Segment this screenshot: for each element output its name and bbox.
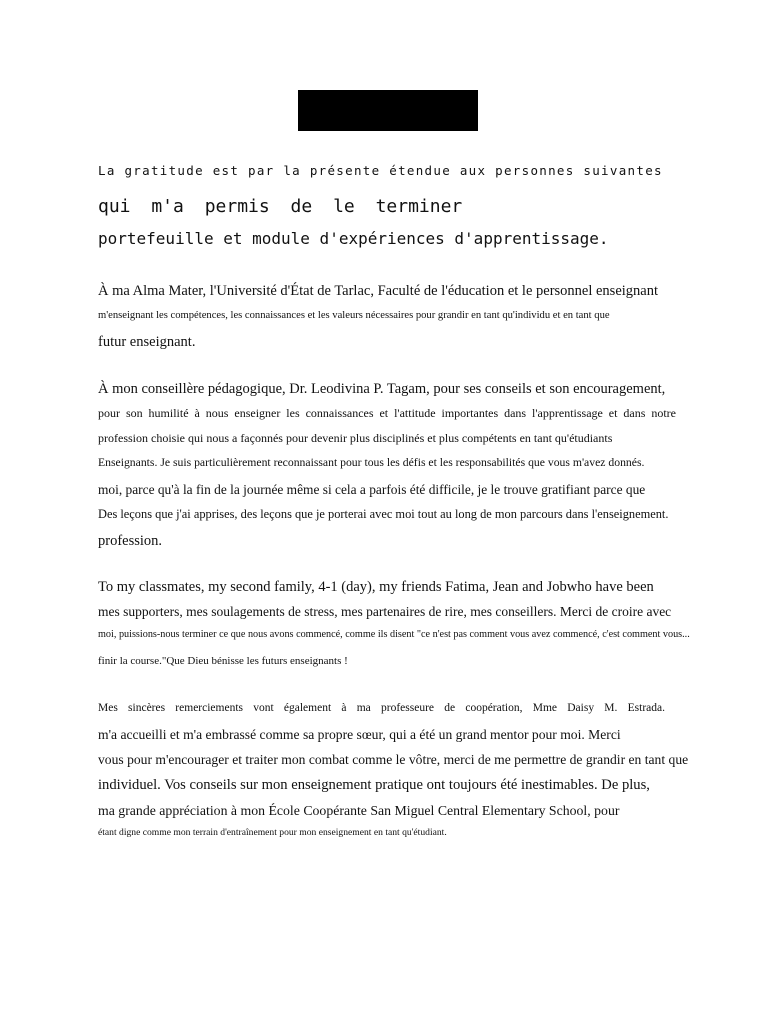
intro-line-3: portefeuille et module d'expériences d'apprentissage. <box>98 229 609 248</box>
paragraph-4-line-2: m'a accueilli et m'a embrassé comme sa propre sœur, qui a été un grand mentor pour moi. Merci <box>98 727 621 742</box>
paragraph-2-line-6: Des leçons que j'ai apprises, des leçons que je porterai avec moi tout au long de mon parcours dans l'enseignement. <box>98 507 669 521</box>
paragraph-2-line-2: pour son humilité à nous enseigner les connaissances et l'attitude importantes dans l'apprentissage et dans notre <box>98 406 676 420</box>
paragraph-1-line-2: m'enseignant les compétences, les connaissances et les valeurs nécessaires pour grandir en tant qu'individu et en tant que <box>98 310 610 321</box>
redacted-title-block <box>298 90 478 131</box>
paragraph-3-line-4: finir la course."Que Dieu bénisse les futurs enseignants ! <box>98 655 348 667</box>
paragraph-4-line-6: étant digne comme mon terrain d'entraînement pour mon enseignement en tant qu'étudiant. <box>98 827 447 838</box>
paragraph-2-line-1: À mon conseillère pédagogique, Dr. Leodivina P. Tagam, pour ses conseils et son encouragement, <box>98 381 666 397</box>
paragraph-4-line-5: ma grande appréciation à mon École Coopérante San Miguel Central Elementary School, pour <box>98 803 620 818</box>
paragraph-4-line-3: vous pour m'encourager et traiter mon combat comme le vôtre, merci de me permettre de grandir en tant que <box>98 752 689 767</box>
paragraph-4-line-1: Mes sincères remerciements vont également à ma professeure de coopération, Mme Daisy M. Estrada. <box>98 702 665 714</box>
intro-line-2: qui m'a permis de le terminer <box>98 196 463 217</box>
paragraph-3-line-1: To my classmates, my second family, 4-1 (day), my friends Fatima, Jean and Jobwho have been <box>98 579 654 595</box>
paragraph-2-line-4: Enseignants. Je suis particulièrement reconnaissant pour tous les défis et les responsabilités que vous m'avez donnés. <box>98 456 645 469</box>
paragraph-2-line-5: moi, parce qu'à la fin de la journée même si cela a parfois été difficile, je le trouve gratifiant parce que <box>98 482 646 497</box>
paragraph-1-line-3: futur enseignant. <box>98 334 196 350</box>
paragraph-3-line-2: mes supporters, mes soulagements de stress, mes partenaires de rire, mes conseillers. Merci de croire avec <box>98 604 672 619</box>
intro-line-1: La gratitude est par la présente étendue aux personnes suivantes <box>98 163 663 178</box>
paragraph-2-line-7: profession. <box>98 533 163 549</box>
paragraph-2-line-3: profession choisie qui nous a façonnés pour devenir plus disciplinés et plus compétents en tant qu'étudiants <box>98 431 613 445</box>
paragraph-3-line-3: moi, puissions-nous terminer ce que nous avons commencé, comme ils disent "ce n'est pas comment vous avez commencé, c'est comment vous... <box>98 629 690 640</box>
paragraph-4-line-4: individuel. Vos conseils sur mon enseignement pratique ont toujours été inestimables. De plus, <box>98 777 650 793</box>
paragraph-1-line-1: À ma Alma Mater, l'Université d'État de Tarlac, Faculté de l'éducation et le personnel enseignant <box>98 283 659 299</box>
